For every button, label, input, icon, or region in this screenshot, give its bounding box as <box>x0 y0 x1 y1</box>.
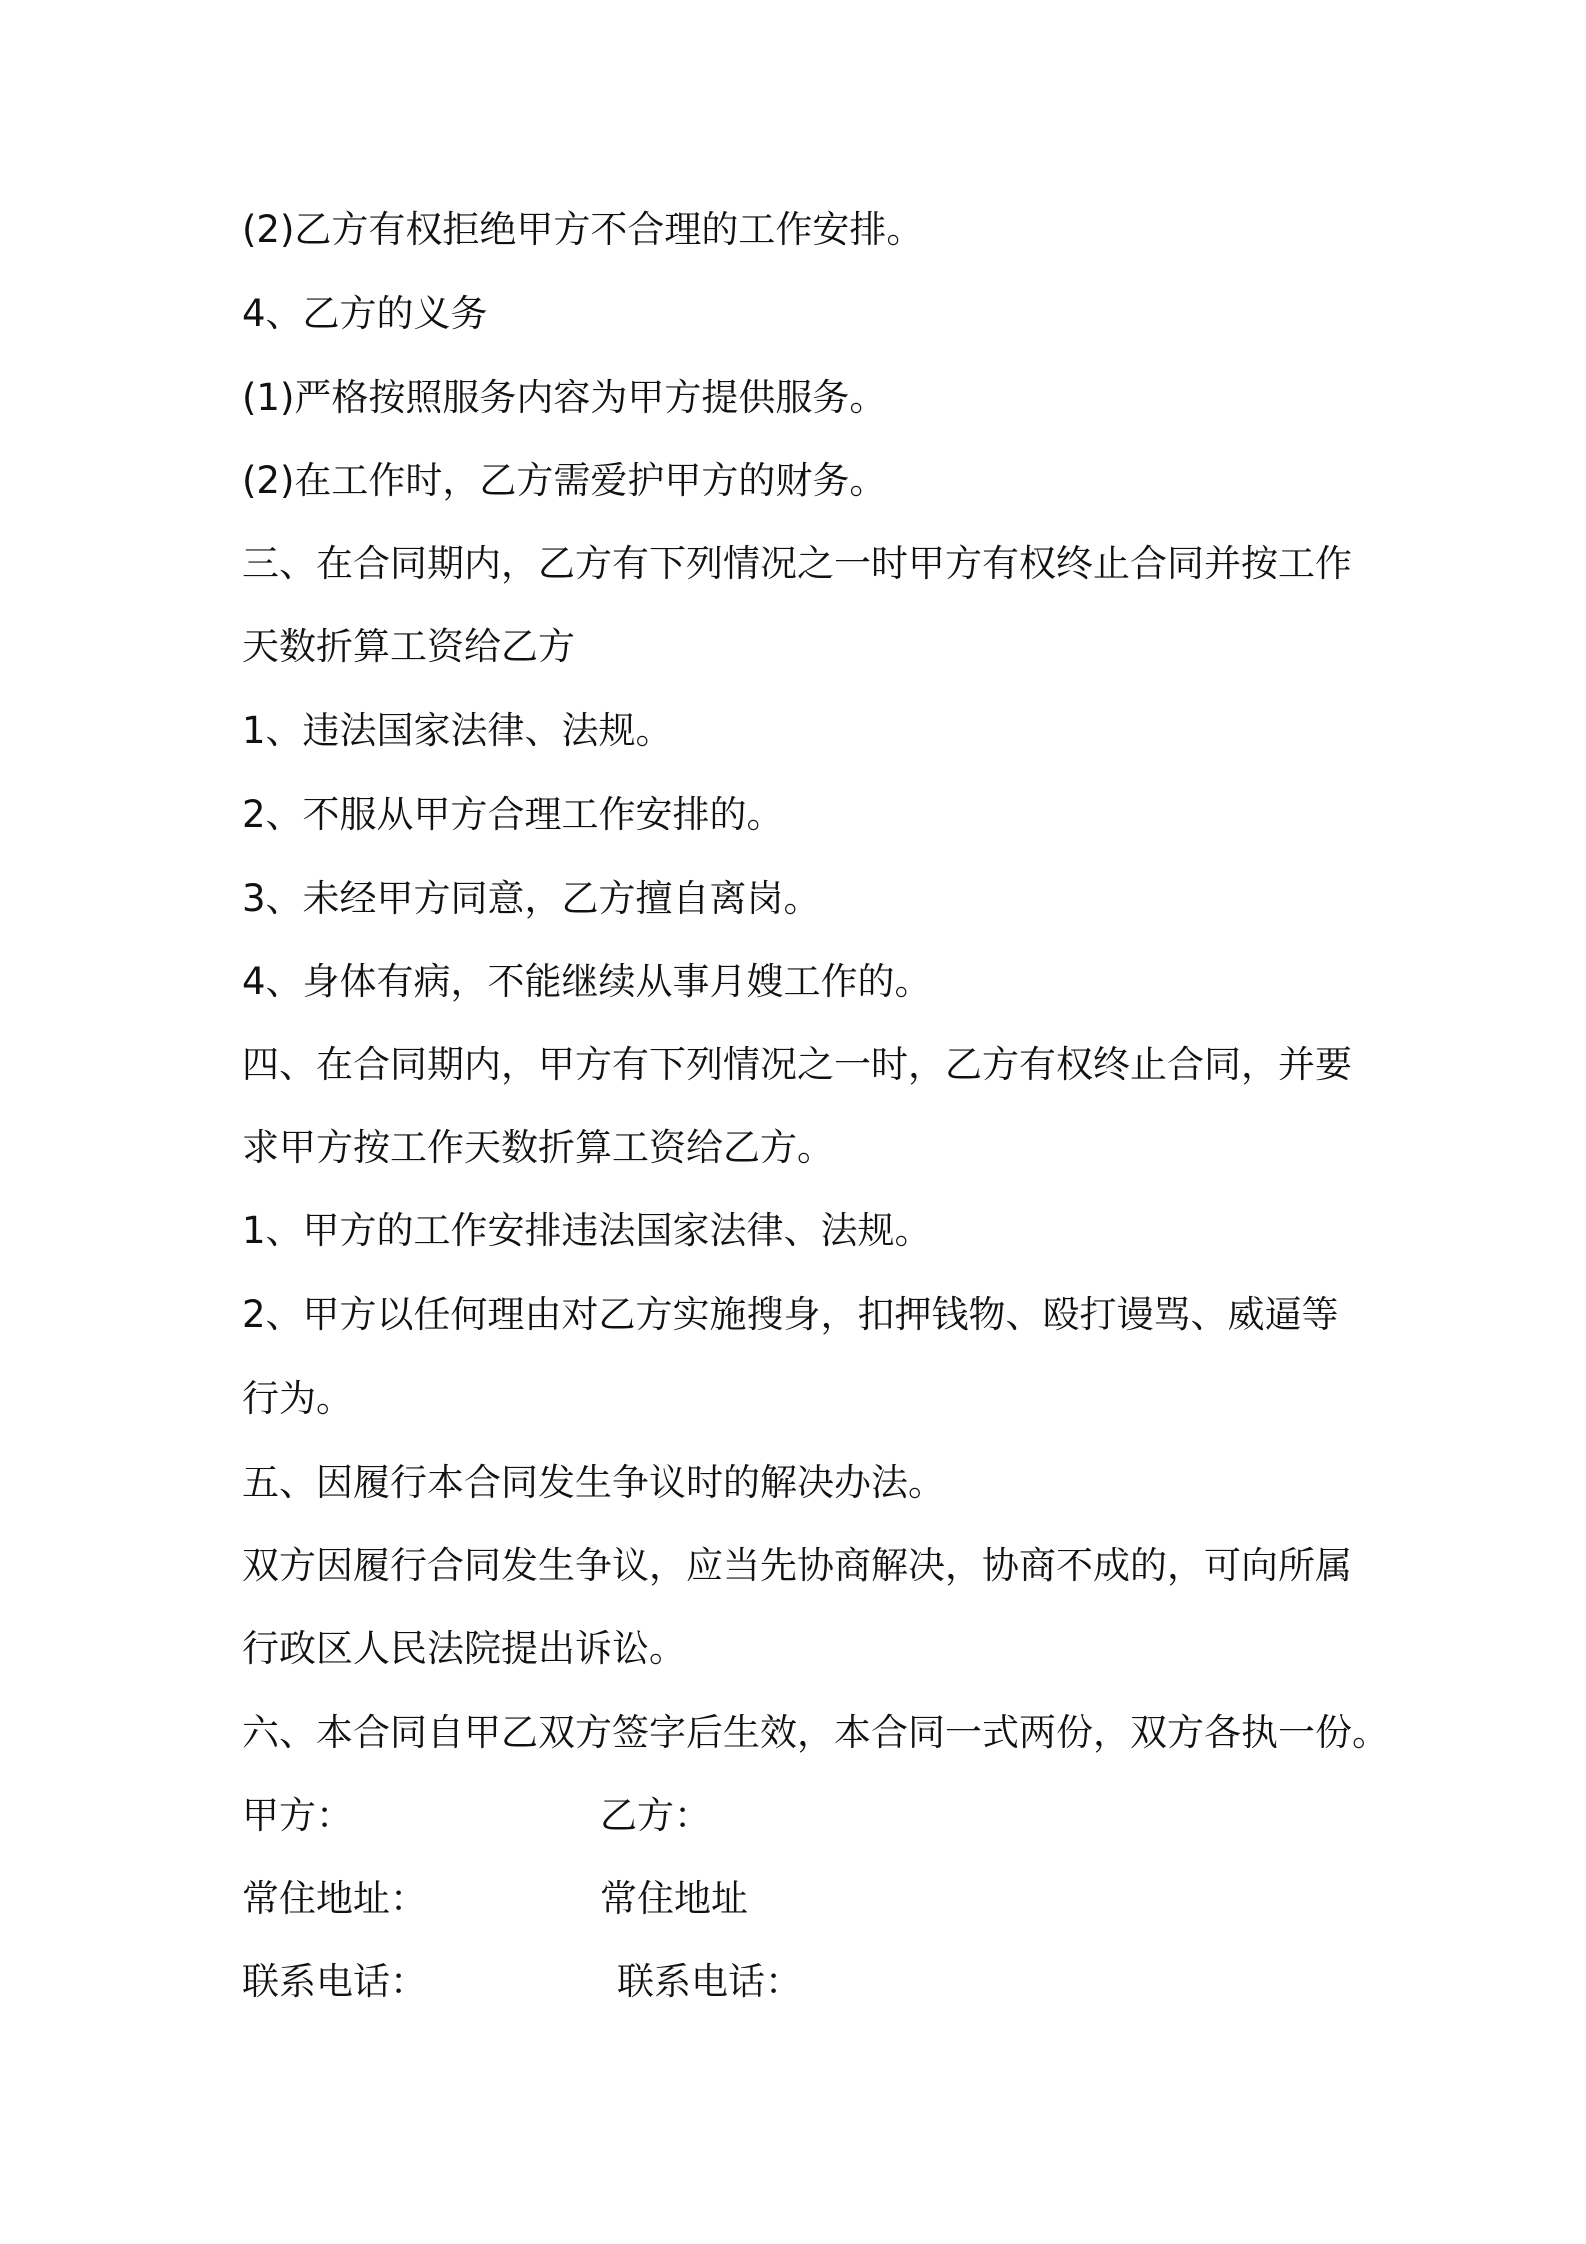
signature-row-address <box>242 1874 1362 1924</box>
phone-a-label: 联系电话： <box>242 1960 427 2003</box>
text-line: (2)在工作时，乙方需爱护甲方的财务。 <box>242 459 887 502</box>
text-line: 1、违法国家法律、法规。 <box>242 709 673 752</box>
address-b-label: 常住地址 <box>600 1877 748 1920</box>
text-line: 3、未经甲方同意，乙方擅自离岗。 <box>242 877 821 920</box>
text-line: 五、因履行本合同发生争议时的解决办法。 <box>242 1461 945 1504</box>
text-line: (1)严格按照服务内容为甲方提供服务。 <box>242 376 887 419</box>
signature-row-phone <box>242 1957 1362 2007</box>
party-b-label: 乙方： <box>600 1794 711 1837</box>
address-a-label: 常住地址： <box>242 1877 427 1920</box>
signature-row-party <box>242 1791 1362 1841</box>
text-line: 1、甲方的工作安排违法国家法律、法规。 <box>242 1209 932 1252</box>
text-line: 4、身体有病，不能继续从事月嫂工作的。 <box>242 960 932 1003</box>
text-line: 2、甲方以任何理由对乙方实施搜身，扣押钱物、殴打谩骂、威逼等 <box>242 1293 1339 1336</box>
text-line: 四、在合同期内，甲方有下列情况之一时，乙方有权终止合同，并要 <box>242 1043 1352 1086</box>
text-line: (2)乙方有权拒绝甲方不合理的工作安排。 <box>242 208 924 251</box>
text-line: 求甲方按工作天数折算工资给乙方。 <box>242 1126 834 1169</box>
text-line: 行政区人民法院提出诉讼。 <box>242 1627 686 1670</box>
text-line: 六、本合同自甲乙双方签字后生效，本合同一式两份，双方各执一份。 <box>242 1711 1389 1754</box>
phone-b-label: 联系电话： <box>617 1960 802 2003</box>
text-line: 天数折算工资给乙方 <box>242 625 575 668</box>
text-line: 行为。 <box>242 1377 353 1420</box>
text-line: 三、在合同期内，乙方有下列情况之一时甲方有权终止合同并按工作 <box>242 542 1352 585</box>
text-line: 2、不服从甲方合理工作安排的。 <box>242 793 784 836</box>
party-a-label: 甲方： <box>242 1794 353 1837</box>
text-line: 4、乙方的义务 <box>242 292 488 335</box>
text-line: 双方因履行合同发生争议，应当先协商解决，协商不成的，可向所属 <box>242 1544 1352 1587</box>
